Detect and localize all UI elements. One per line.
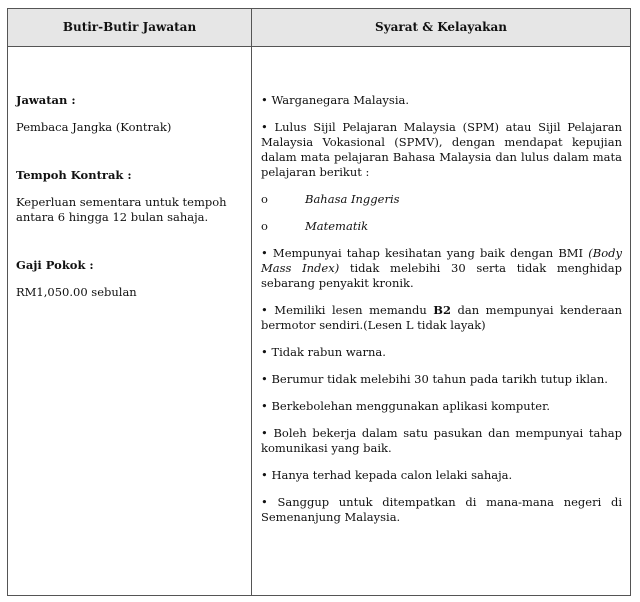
position-value: Pembaca Jangka (Kontrak) [16, 120, 172, 134]
requirement-health: • Mempunyai tahap kesihatan yang baik dengan BMI (Body Mass Index) tidak melebihi 30 serta tidak menghidap sebarang penyakit kronik. [261, 246, 622, 290]
requirement-teamwork: • Boleh bekerja dalam satu pasukan dan mempunyai tahap komunikasi yang baik. [261, 426, 622, 455]
subject-item [261, 219, 622, 234]
requirement-citizenship: • Warganegara Malaysia. [261, 93, 410, 107]
basic-salary-label: Gaji Pokok : [16, 258, 94, 272]
subject-math: Matematik [305, 219, 369, 233]
job-table [7, 8, 631, 596]
basic-salary-value: RM1,050.00 sebulan [16, 285, 137, 299]
requirement-relocation: • Sanggup untuk ditempatkan di mana-mana negeri di Semenanjung Malaysia. [261, 495, 622, 524]
job-details-column [16, 93, 248, 300]
requirement-computer: • Berkebolehan menggunakan aplikasi komputer. [261, 399, 550, 413]
header-job-details: Butir-Butir Jawatan [62, 20, 197, 34]
position-label: Jawatan : [16, 93, 76, 107]
requirement-license: • Memiliki lesen memandu B2 dan mempunyai kenderaan bermotor sendiri.(Lesen L tidak layak) [261, 303, 622, 332]
contract-period-line-2: antara 6 hingga 12 bulan sahaja. [16, 210, 209, 224]
circle-bullet-icon: o [261, 219, 268, 233]
contract-period-label: Tempoh Kontrak : [16, 168, 132, 182]
requirement-color-vision: • Tidak rabun warna. [261, 345, 386, 359]
table-header-row [8, 9, 630, 47]
subject-english: Bahasa Inggeris [305, 192, 400, 206]
requirement-education: • Lulus Sijil Pelajaran Malaysia (SPM) atau Sijil Pelajaran Malaysia Vokasional (SPMV), dengan mendapat kepujian dalam mata pelajaran Bahasa Malaysia dan lulus dalam mata pelajaran berikut : [261, 120, 622, 179]
subject-item [261, 192, 622, 207]
requirements-column [261, 93, 622, 525]
contract-period-line-1: Keperluan sementara untuk tempoh [16, 195, 227, 209]
header-requirements: Syarat & Kelayakan [375, 20, 507, 34]
circle-bullet-icon: o [261, 192, 268, 206]
requirement-age: • Berumur tidak melebihi 30 tahun pada tarikh tutup iklan. [261, 372, 608, 386]
column-divider [251, 9, 252, 595]
requirement-male-only: • Hanya terhad kepada calon lelaki sahaja. [261, 468, 513, 482]
